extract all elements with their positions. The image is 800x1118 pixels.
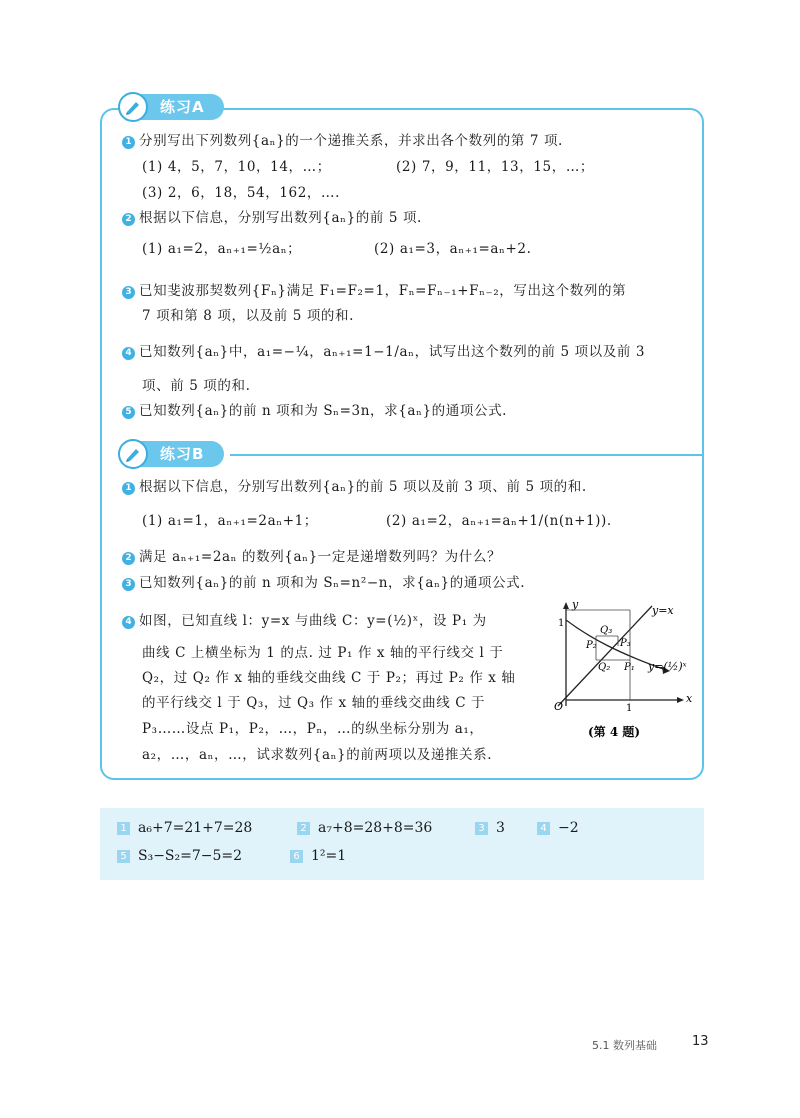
answer-2: 2 a₇+8=28+8=36 — [297, 820, 432, 836]
exercise-b-item-4-line-6: a₂，…，aₙ，…，试求数列{aₙ}的前两项以及递推关系. — [142, 747, 493, 763]
label-y-axis: y — [572, 598, 579, 611]
item-number-badge: 2 — [122, 552, 135, 565]
exercise-a-header — [100, 94, 300, 124]
exercise-a-item-4-cont: 项、前 5 项的和. — [142, 378, 251, 394]
exercise-b-item-1: 1 根据以下信息，分别写出数列{aₙ}的前 5 项以及前 3 项、前 5 项的和. — [122, 478, 587, 496]
label-p2: P₂ — [586, 640, 597, 651]
exercise-b-item-1-part-1: (1) a₁=1，aₙ₊₁=2aₙ+1； — [142, 513, 318, 529]
label-one-y: 1 — [558, 618, 565, 629]
problem-4-figure — [548, 598, 700, 744]
item-number-badge: 3 — [122, 286, 135, 299]
label-line: y=x — [652, 604, 674, 617]
item-number-badge: 2 — [122, 213, 135, 226]
exercise-a-item-2: 2 根据以下信息，分别写出数列{aₙ}的前 5 项. — [122, 209, 422, 227]
exercise-b-title: 练习B — [160, 445, 205, 463]
exercise-b-item-1-part-2: (2) a₁=2，aₙ₊₁=aₙ+1/(n(n+1)). — [386, 513, 612, 529]
pencil-icon — [118, 92, 148, 122]
line-l — [558, 606, 652, 706]
exercise-a-item-1-part-3: (3) 2，6，18，54，162，…. — [142, 185, 341, 201]
exercise-a-item-3: 3 已知斐波那契数列{Fₙ}满足 F₁=F₂=1，Fₙ=Fₙ₋₁+Fₙ₋₂，写出这个数列的第 — [122, 282, 626, 300]
answer-4: 4 −2 — [537, 820, 579, 836]
item-number-badge: 1 — [122, 136, 135, 149]
exercise-b-item-4-line-5: P₃……设点 P₁，P₂，…，Pₙ，…的纵坐标分别为 a₁， — [142, 721, 484, 737]
page-number: 13 — [692, 1034, 709, 1049]
label-p3: P₃ — [620, 638, 631, 649]
answer-5: 5 S₃−S₂=7−5=2 — [117, 848, 242, 864]
item-number-badge: 5 — [122, 406, 135, 419]
section-divider — [230, 454, 702, 456]
exercise-b-item-2: 2 满足 aₙ₊₁=2aₙ 的数列{aₙ}一定是递增数列吗？为什么？ — [122, 548, 501, 566]
exercise-a-title: 练习A — [160, 98, 205, 116]
label-one-x: 1 — [626, 703, 633, 714]
answer-1: 1 a₆+7=21+7=28 — [117, 820, 252, 836]
item-number-badge: 3 — [122, 578, 135, 591]
exercise-a-item-2-part-1: (1) a₁=2，aₙ₊₁=½aₙ； — [142, 241, 302, 257]
footer-section: 5.1 数列基础 — [592, 1039, 657, 1052]
answers-panel — [100, 808, 704, 880]
exercise-a-item-1-part-1: (1) 4，5，7，10，14，…； — [142, 159, 331, 175]
label-q3: Q₃ — [600, 625, 613, 636]
label-x-axis: x — [686, 692, 693, 705]
exercise-b-item-4-line-2: 曲线 C 上横坐标为 1 的点. 过 P₁ 作 x 轴的平行线交 l 于 — [142, 645, 504, 661]
figure-caption: (第 4 题) — [588, 725, 641, 739]
exercise-a-item-1: 1 分别写出下列数列{aₙ}的一个递推关系，并求出各个数列的第 7 项. — [122, 132, 563, 150]
item-number-badge: 4 — [122, 616, 135, 629]
y-axis-arrow — [563, 602, 569, 609]
label-q2: Q₂ — [598, 662, 611, 673]
x-axis-arrow — [677, 697, 684, 703]
exercise-a-item-1-part-2: (2) 7，9，11，13，15，…； — [396, 159, 595, 175]
label-curve: y=(½)ˣ — [648, 660, 687, 673]
exercise-b-item-3: 3 已知数列{aₙ}的前 n 项和为 Sₙ=n²−n，求{aₙ}的通项公式. — [122, 574, 525, 592]
exercise-a-item-3-cont: 7 项和第 8 项，以及前 5 项的和. — [142, 308, 355, 324]
exercise-b-item-4-line-4: 的平行线交 l 于 Q₃，过 Q₃ 作 x 轴的垂线交曲线 C 于 — [142, 695, 486, 711]
label-p1: P₁ — [624, 662, 635, 673]
exercise-a-item-2-part-2: (2) a₁=3，aₙ₊₁=aₙ+2. — [374, 241, 532, 257]
exercise-a-item-4: 4 已知数列{aₙ}中，a₁=−¼，aₙ₊₁=1−1/aₙ，试写出这个数列的前 5 项以及前 3 — [122, 343, 645, 361]
item-number-badge: 1 — [122, 482, 135, 495]
exercise-b-item-4-line-3: Q₂，过 Q₂ 作 x 轴的垂线交曲线 C 于 P₂；再过 P₂ 作 x 轴 — [142, 670, 516, 686]
exercise-b-header — [100, 441, 300, 471]
label-origin: O — [554, 700, 564, 713]
answer-6: 6 1²=1 — [290, 848, 346, 864]
item-number-badge: 4 — [122, 347, 135, 360]
exercise-b-item-4: 4 如图，已知直线 l：y=x 与曲线 C：y=(½)ˣ，设 P₁ 为 — [122, 612, 487, 630]
answer-3: 3 3 — [475, 820, 505, 836]
exercise-a-item-5: 5 已知数列{aₙ}的前 n 项和为 Sₙ=3n，求{aₙ}的通项公式. — [122, 402, 507, 420]
pencil-icon — [118, 439, 148, 469]
